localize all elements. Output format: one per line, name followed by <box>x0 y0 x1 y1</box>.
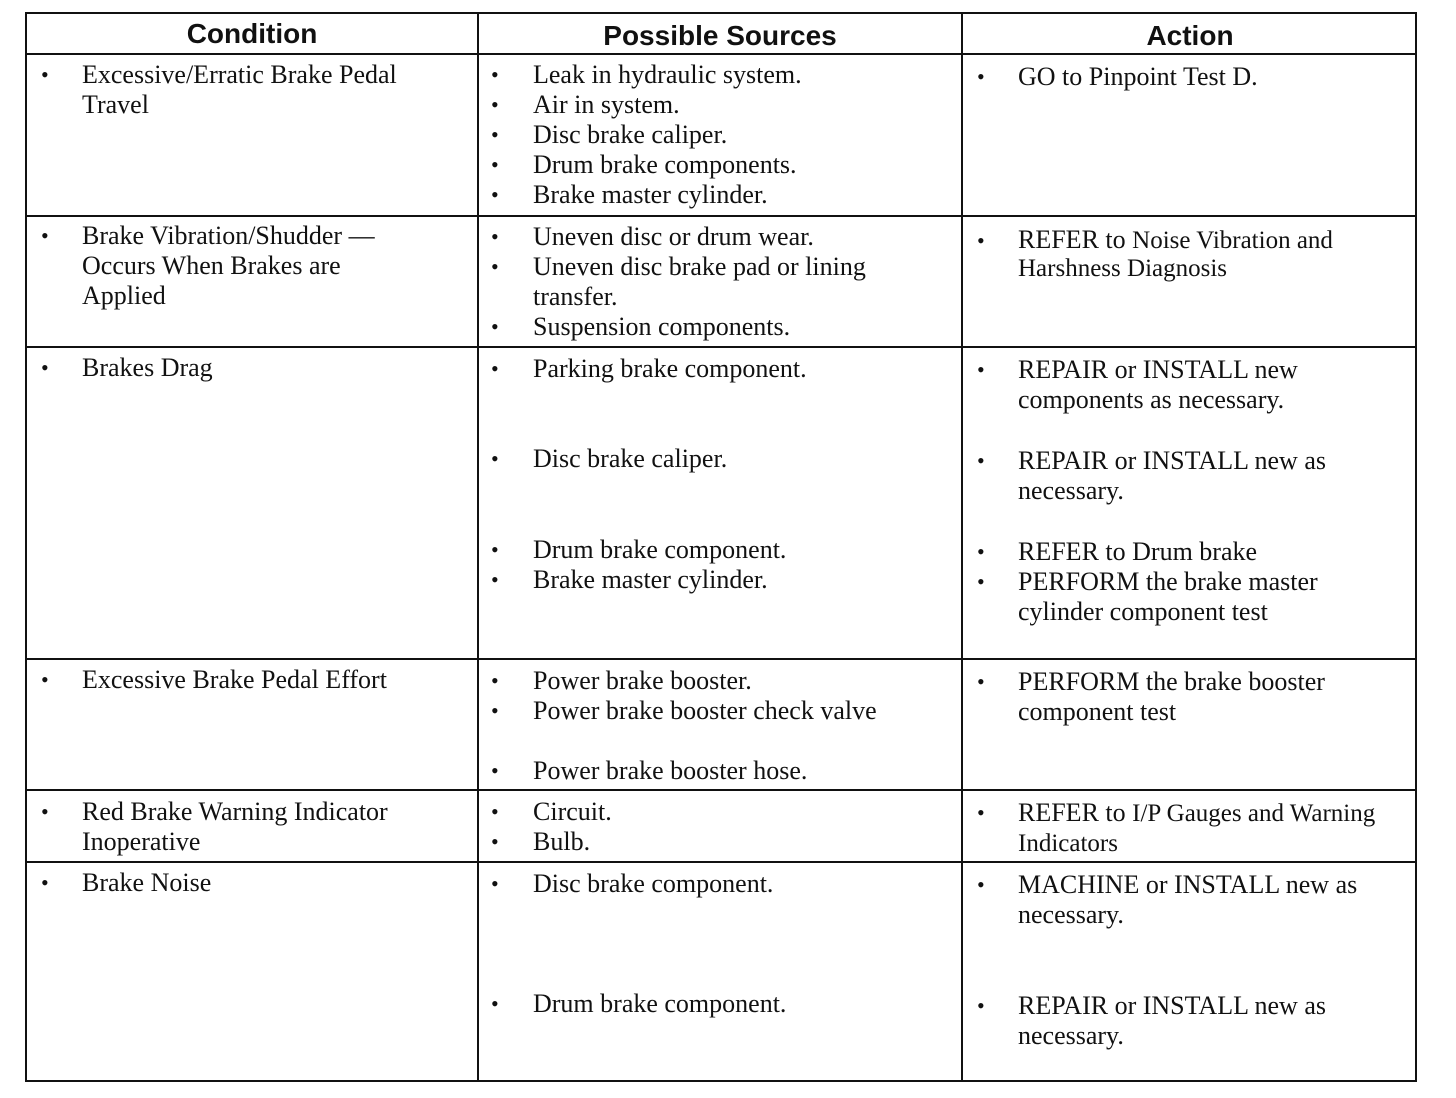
source-item: • Bulb. <box>491 827 591 856</box>
action-item: • REFER to I/P Gauges and Warning Indicators <box>977 798 1376 857</box>
condition-item: • Brake Noise <box>41 868 212 897</box>
action-item: • PERFORM the brake booster component test <box>977 667 1325 726</box>
source-item: • Power brake booster. <box>491 666 752 695</box>
action-item: • REPAIR or INSTALL new as necessary. <box>977 446 1326 505</box>
source-item: • Circuit. <box>491 797 612 826</box>
row-divider <box>27 215 1415 217</box>
row-divider <box>27 789 1415 791</box>
condition-item: • Red Brake Warning Indicator Inoperative <box>41 797 388 856</box>
source-item: • Brake master cylinder. <box>491 180 768 209</box>
action-lead: REFER to <box>1018 798 1126 827</box>
action-item: • PERFORM the brake master cylinder component test <box>977 567 1318 626</box>
source-item: • Drum brake components. <box>491 150 797 179</box>
source-item: • Suspension components. <box>491 312 791 341</box>
source-item: • Drum brake component. <box>491 989 787 1018</box>
source-item: • Disc brake caliper. <box>491 444 728 473</box>
column-divider <box>961 14 963 1080</box>
action-item: • REFER to Noise Vibration and Harshness Diagnosis <box>977 225 1333 282</box>
row-divider <box>27 346 1415 348</box>
source-item: • Air in system. <box>491 90 680 119</box>
action-rest: Noise Vibration and Harshness Diagnosis <box>1018 227 1333 282</box>
source-item: • Brake master cylinder. <box>491 565 768 594</box>
row-divider <box>27 658 1415 660</box>
header-action: Action <box>1146 20 1234 51</box>
condition-item: • Brake Vibration/Shudder — Occurs When Brakes are Applied <box>41 221 375 310</box>
condition-item: • Excessive Brake Pedal Effort <box>41 665 387 694</box>
action-lead: REFER to <box>1018 225 1126 254</box>
source-item: • Drum brake component. <box>491 535 787 564</box>
source-item: • Leak in hydraulic system. <box>491 60 802 89</box>
source-item: • Parking brake component. <box>491 354 807 383</box>
header-condition: Condition <box>186 18 318 49</box>
column-divider <box>477 14 479 1080</box>
source-item: • Uneven disc brake pad or lining transfer. <box>491 252 866 311</box>
condition-item: • Excessive/Erratic Brake Pedal Travel <box>41 60 397 119</box>
source-item: • Power brake booster check valve <box>491 696 877 725</box>
condition-item: • Brakes Drag <box>41 353 213 382</box>
row-divider <box>27 861 1415 863</box>
source-item: • Disc brake component. <box>491 869 774 898</box>
action-item: • REPAIR or INSTALL new as necessary. <box>977 991 1326 1050</box>
action-item: • REFER to Drum brake <box>977 537 1258 566</box>
action-rest: I/P Gauges and Warning Indicators <box>1018 800 1376 857</box>
source-item: • Uneven disc or drum wear. <box>491 222 814 251</box>
header-possible-sources: Possible Sources <box>603 20 837 51</box>
action-item: • MACHINE or INSTALL new as necessary. <box>977 870 1358 929</box>
diagnosis-table <box>25 12 1417 1082</box>
source-item: • Power brake booster hose. <box>491 756 808 785</box>
action-item: • GO to Pinpoint Test D. <box>977 62 1258 91</box>
action-item: • REPAIR or INSTALL new components as necessary. <box>977 355 1298 414</box>
source-item: • Disc brake caliper. <box>491 120 728 149</box>
